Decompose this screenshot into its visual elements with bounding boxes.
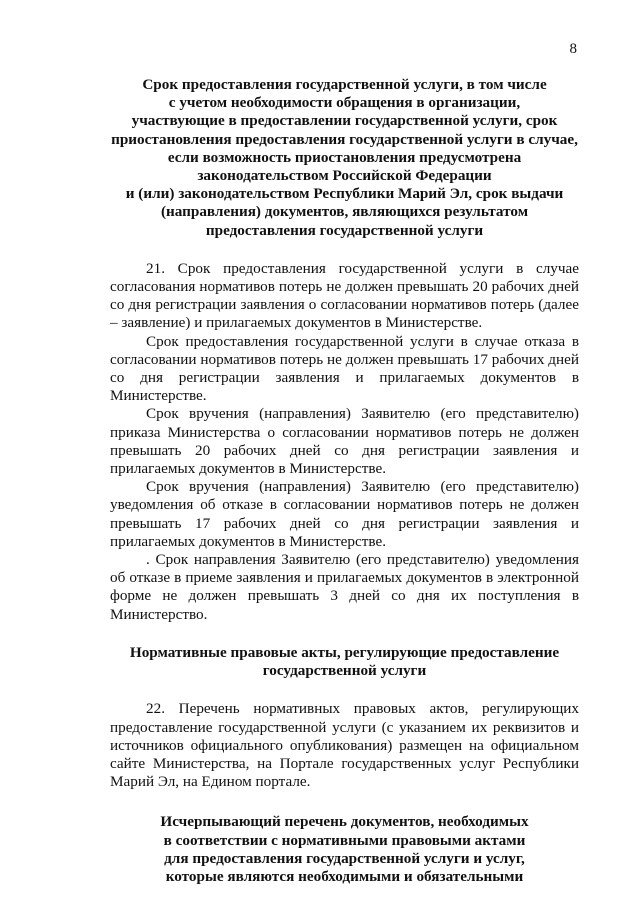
heading-line: Исчерпывающий перечень документов, необходимых <box>160 813 529 831</box>
heading-line: если возможность приостановления предусмотрена <box>167 148 522 166</box>
paragraph-22: 22. Перечень нормативных правовых актов, регулирующих предоставление государственной услуги (с указанием их реквизитов и источников официального опубликования) размещен на официальном сайте Министерства, на Портале государственных услуг Республики Марий Эл, на Едином портале. <box>110 700 579 791</box>
heading-line: в соответствии с нормативными правовыми актами <box>163 831 526 849</box>
heading-line: предоставления государственной услуги <box>205 221 484 239</box>
paragraph-refusal-term: Срок предоставления государственной услуги в случае отказа в согласовании нормативов потерь не должен превышать 17 рабочих дней со дня регистрации заявления и прилагаемых документов в Министерстве. <box>110 332 579 405</box>
paragraph-refusal-notice-term: Срок вручения (направления) Заявителю (его представителю) уведомления об отказе в согласовании нормативов потерь не должен превышать 17 рабочих дней со дня регистрации заявления и прилагаемых документов в Министерстве. <box>110 478 579 550</box>
heading-line: для предоставления государственной услуги и услуг, <box>164 849 525 867</box>
heading-line: государственной услуги <box>262 662 427 680</box>
paragraph-order-delivery-term: Срок вручения (направления) Заявителю (его представителю) приказа Министерства о согласовании нормативов потерь не должен превышать 20 рабочих дней со дня регистрации заявления и прилагаемых документов в Министерстве. <box>110 405 579 478</box>
heading-line: которые являются необходимыми и обязательными <box>165 867 524 885</box>
paragraph-electronic-refusal-term: . Срок направления Заявителю (его представителю) уведомления об отказе в приеме заявления и прилагаемых документов в электронной форме не должен превышать 3 дней со дня их поступления в Министерство. <box>110 551 579 623</box>
heading-line: Срок предоставления государственной услуги, в том числе <box>142 76 547 93</box>
page-number: 8 <box>569 41 577 57</box>
heading-line: участвующие в предоставлении государственной услуги, срок <box>131 112 558 130</box>
heading-line: Нормативные правовые акты, регулирующие предоставление <box>129 643 560 661</box>
heading-line: и (или) законодательством Республики Марий Эл, срок выдачи <box>125 185 564 203</box>
heading-line: законодательством Российской Федерации <box>197 167 492 185</box>
section-heading-legal-acts <box>110 644 579 680</box>
document-content <box>110 76 579 886</box>
heading-line: приостановления предоставления государственной услуги в случае, <box>111 130 578 148</box>
section-heading-service-term <box>110 76 579 240</box>
heading-line: с учетом необходимости обращения в организации, <box>168 94 521 112</box>
paragraph-21: 21. Срок предоставления государственной услуги в случае согласования нормативов потерь не должен превышать 20 рабочих дней со дня регистрации заявления о согласовании нормативов потерь (далее – заявление) и прилагаемых документов в Министерстве. <box>110 259 579 332</box>
heading-line: (направления) документов, являющихся результатом <box>160 203 529 221</box>
section-heading-documents-list <box>110 813 579 886</box>
